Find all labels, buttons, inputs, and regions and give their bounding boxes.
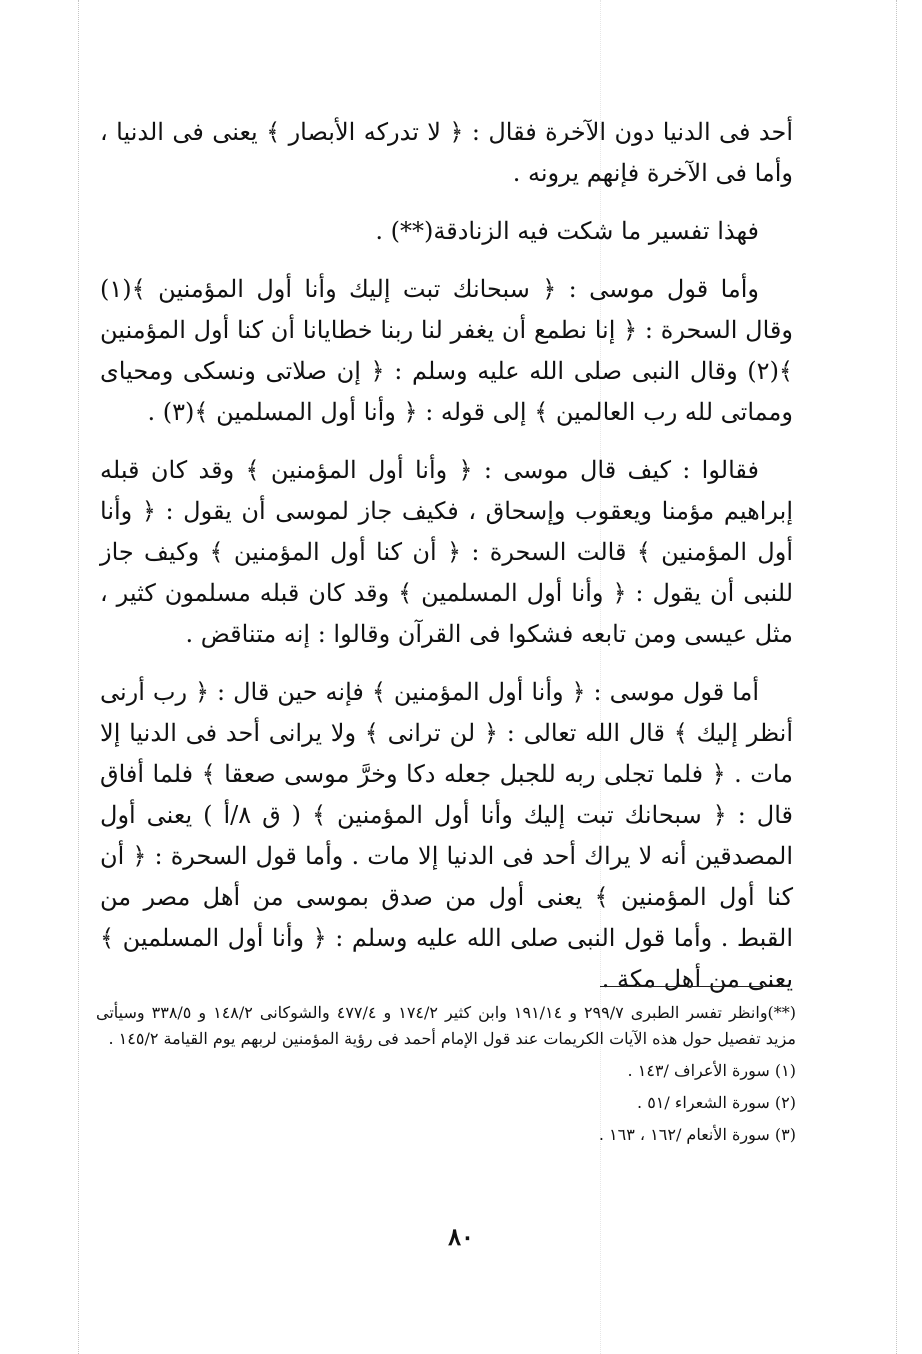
scan-margin-line-left: [78, 0, 79, 1354]
paragraph-2: فهذا تفسير ما شكت فيه الزنادقة(**) .: [375, 217, 759, 245]
paragraph-3: وأما قول موسى : ﴿ سبحانك تبت إليك وأنا أول المؤمنين ﴾(١) وقال السحرة : ﴿ إنا نطمع أن يغفر لنا ربنا خطايانا أن كنا أول المؤمنين ﴾(٢) وقال النبى صلى الله عليه وسلم : ﴿ إن صلاتى ونسكى ومحياى ومماتى لله رب العالمين ﴾ إلى قوله : ﴿ وأنا أول المسلمين ﴾(٣) .: [100, 275, 793, 426]
page-number: ٨٠: [448, 1222, 474, 1251]
footnote-3: (٣) سورة الأنعام /١٦٢ ، ١٦٣ .: [598, 1125, 796, 1144]
paragraph-5: أما قول موسى : ﴿ وأنا أول المؤمنين ﴾ فإنه حين قال : ﴿ رب أرنى أنظر إليك ﴾ قال الله تعالى : ﴿ لن ترانى ﴾ ولا يرانى أحد فى الدنيا إلا مات . ﴿ فلما تجلى ربه للجبل جعله دكا وخرَّ موسى صعقا ﴾ فلما أفاق قال : ﴿ سبحانك تبت إليك وأنا أول المؤمنين ﴾ ( ق ٨/أ ) يعنى أول المصدقين أنه لا يراك أحد فى الدنيا إلا مات . وأما قول السحرة : ﴿ أن كنا أول المؤمنين ﴾ يعنى أول من صدق بموسى من أهل مصر من القبط . وأما قول النبى صلى الله عليه وسلم : ﴿ وأنا أول المسلمين ﴾ يعنى من أهل مكة .: [100, 678, 793, 993]
main-text: [100, 112, 793, 1017]
footnotes: [96, 1000, 796, 1154]
footnote-separator: [600, 986, 790, 987]
scan-margin-line-right: [896, 0, 897, 1354]
paragraph-1: أحد فى الدنيا دون الآخرة فقال : ﴿ لا تدركه الأبصار ﴾ يعنى فى الدنيا ، وأما فى الآخرة فإنهم يرونه .: [100, 118, 793, 187]
footnote-1: (١) سورة الأعراف /١٤٣ .: [627, 1061, 796, 1080]
paragraph-4: فقالوا : كيف قال موسى : ﴿ وأنا أول المؤمنين ﴾ وقد كان قبله إبراهيم مؤمنا ويعقوب وإسحاق ، فكيف جاز لموسى أن يقول : ﴿ وأنا أول المؤمنين ﴾ قالت السحرة : ﴿ أن كنا أول المؤمنين ﴾ وكيف جاز للنبى أن يقول : ﴿ وأنا أول المسلمين ﴾ وقد كان قبله مسلمون كثير ، مثل عيسى ومن تابعه فشكوا فى القرآن وقالوا : إنه متناقض .: [100, 456, 793, 648]
footnote-star: (**)وانظر تفسر الطبرى ٢٩٩/٧ و ١٩١/١٤ وابن كثير ١٧٤/٢ و ٤٧٧/٤ والشوكانى ١٤٨/٢ و ٣٣٨/٥ وسيأتى مزيد تفصيل حول هذه الآيات الكريمات عند قول الإمام أحمد فى رؤية المؤمنين لربهم يوم القيامة ١٤٥/٢ .: [96, 1003, 797, 1048]
footnote-2: (٢) سورة الشعراء /٥١ .: [637, 1093, 796, 1112]
